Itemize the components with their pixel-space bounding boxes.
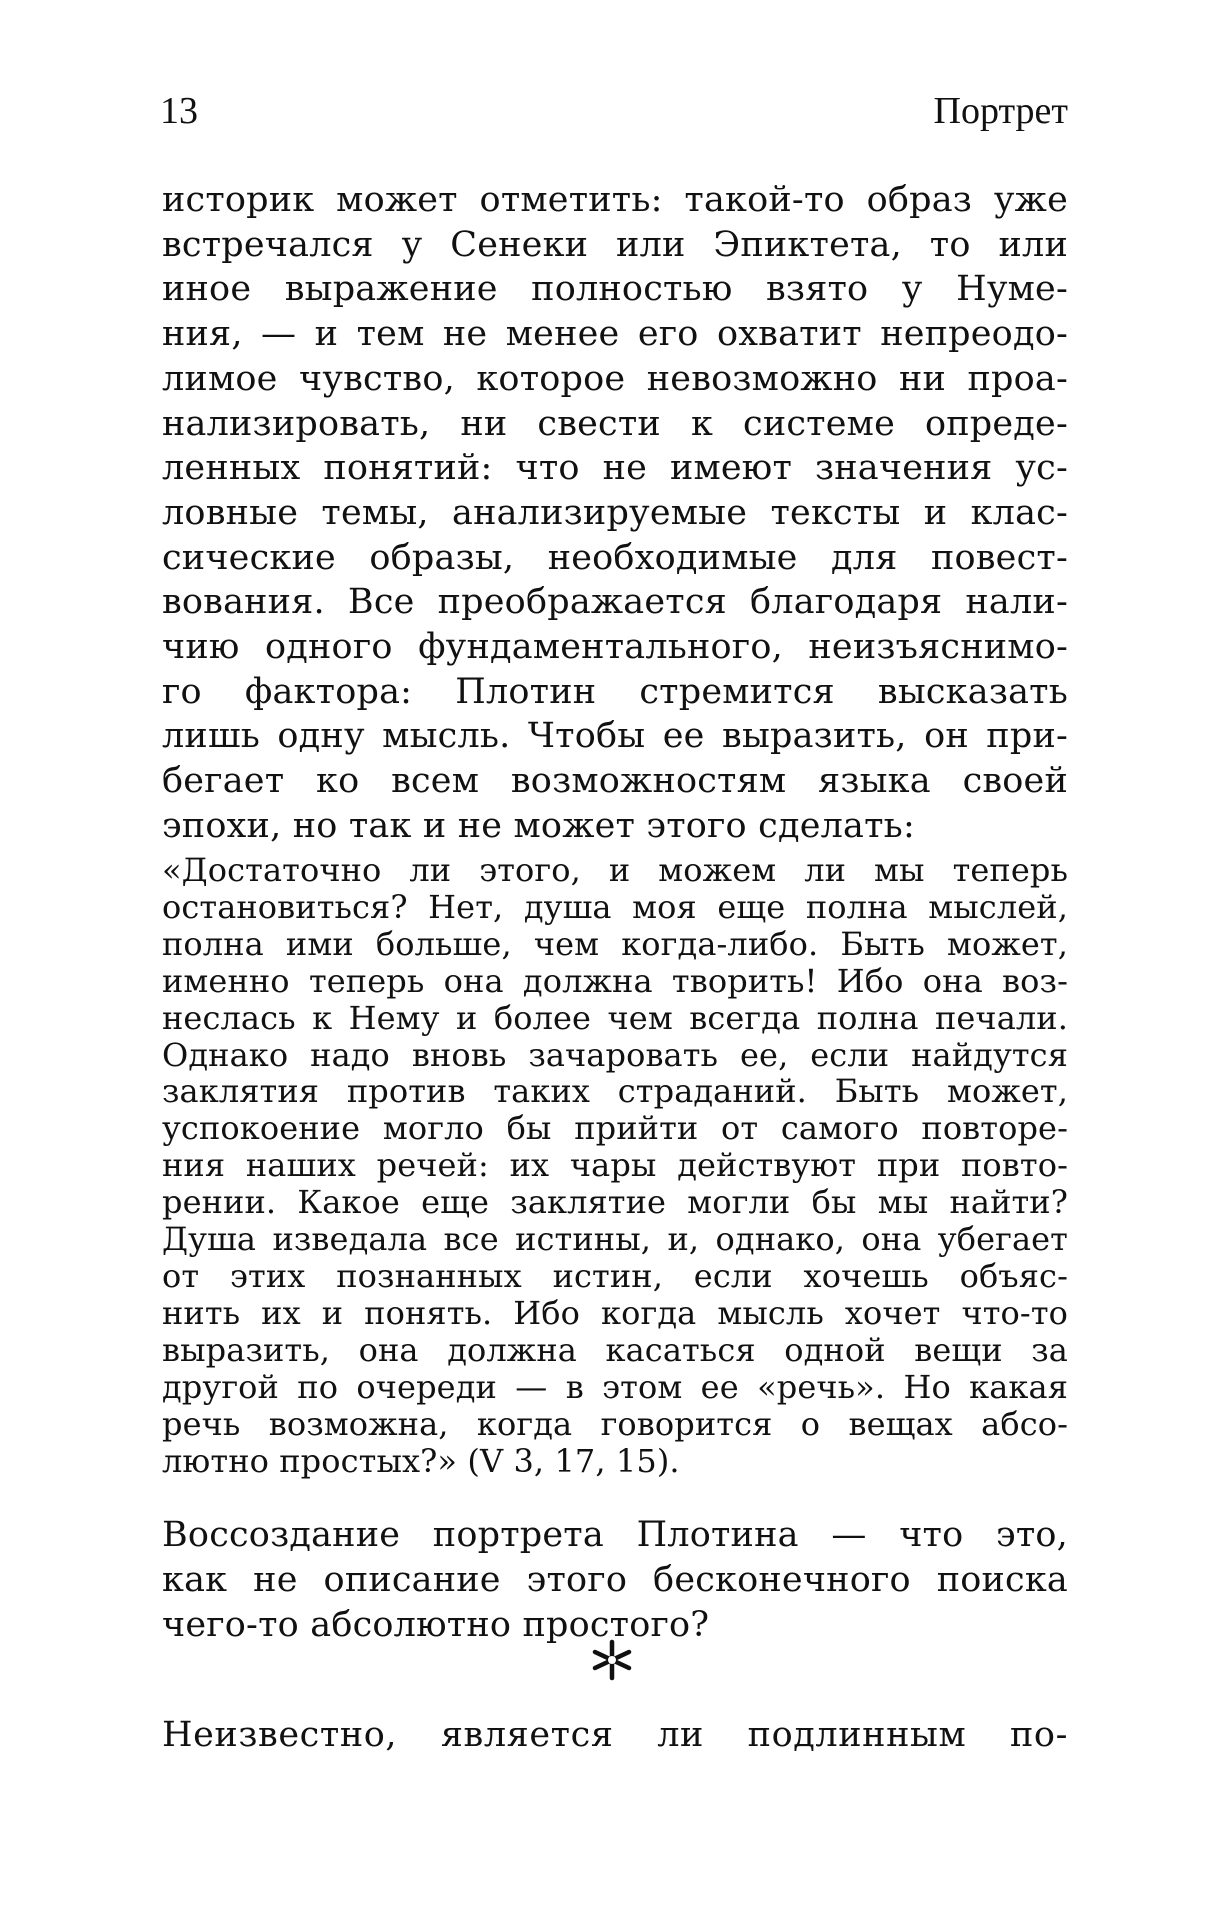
text-line: как не описание этого бесконечного поиска [162,1560,1068,1600]
quote-line: успокоение могло бы прийти от самого повторе- [162,1109,1068,1148]
quote-line: «Достаточно ли этого, и можем ли мы теперь [162,851,1068,889]
text-line: чего-то абсолютно простого? [162,1605,710,1645]
text-line: чию одного фундаментального, неизъяснимо- [162,627,1068,668]
text-line: историк может отметить: такой-то образ уже [162,180,1068,220]
text-line: эпохи, но так и не может этого сделать: [162,805,915,846]
quote-line: именно теперь она должна творить! Ибо она воз- [162,961,1068,1000]
text-line: ния, — и тем не менее его охватит непреодо- [162,314,1068,355]
quote-line: полна ими больше, чем когда-либо. Быть может, [162,924,1068,963]
text-line: ленных понятий: что не имеют значения ус- [162,448,1068,489]
quote-line: нить их и понять. Ибо когда мысль хочет что-то [162,1293,1068,1332]
quote-line: остановиться? Нет, душа моя еще полна мыслей, [162,887,1068,926]
paragraph-2 [162,1513,1068,1648]
text-line: сические образы, необходимые для повест- [162,537,1068,578]
text-line: иное выражение полностью взято у Нуме- [162,269,1068,310]
text-line: лимое чувство, которое невозможно ни проа- [162,358,1068,399]
text-line: бегает ко всем возможностям языка своей [162,761,1068,802]
text-line: вования. Все преображается благодаря нали- [162,582,1068,623]
quote-line: Душа изведала все истины, и, однако, она убегает [162,1220,1068,1259]
running-head [160,84,1068,138]
text-line: ловные темы, анализируемые тексты и клас- [162,492,1068,533]
quote-line: речь возможна, когда говорится о вещах абсо- [162,1404,1068,1443]
quote-line: заклятия против таких страданий. Быть может, [162,1072,1068,1111]
text-line: Воссоздание портрета Плотина — что это, [162,1515,1068,1555]
running-title: Портрет [933,90,1068,132]
text-line: лишь одну мысль. Чтобы ее выразить, он при- [162,716,1068,757]
quote-line: другой по очереди — в этом ее «речь». Но какая [162,1367,1068,1406]
text-line: нализировать, ни свести к системе опреде- [162,403,1068,444]
quote-line: от этих познанных истин, если хочешь объяс- [162,1256,1068,1295]
page-number: 13 [160,90,198,132]
block-quote [162,852,1068,1479]
quote-line: выразить, она должна касаться одной вещи за [162,1330,1068,1369]
quote-line: лютно простых?» (V 3, 17, 15). [162,1441,680,1480]
paragraph-3 [162,1713,1068,1758]
quote-line: рении. Какое еще заклятие могли бы мы найти? [162,1183,1068,1222]
quote-line: Однако надо вновь зачаровать ее, если найдутся [162,1035,1068,1074]
text-line: встречался у Сенеки или Эпиктета, то или [162,224,1068,265]
quote-line: ния наших речей: их чары действуют при повто- [162,1146,1068,1185]
asterism-ornament-icon [590,1638,634,1682]
text-line: го фактора: Плотин стремится высказать [162,671,1068,712]
text-line: Неизвестно, является ли подлинным по- [162,1715,1068,1755]
paragraph-1 [162,178,1068,849]
quote-line: неслась к Нему и более чем всегда полна печали. [162,998,1068,1037]
